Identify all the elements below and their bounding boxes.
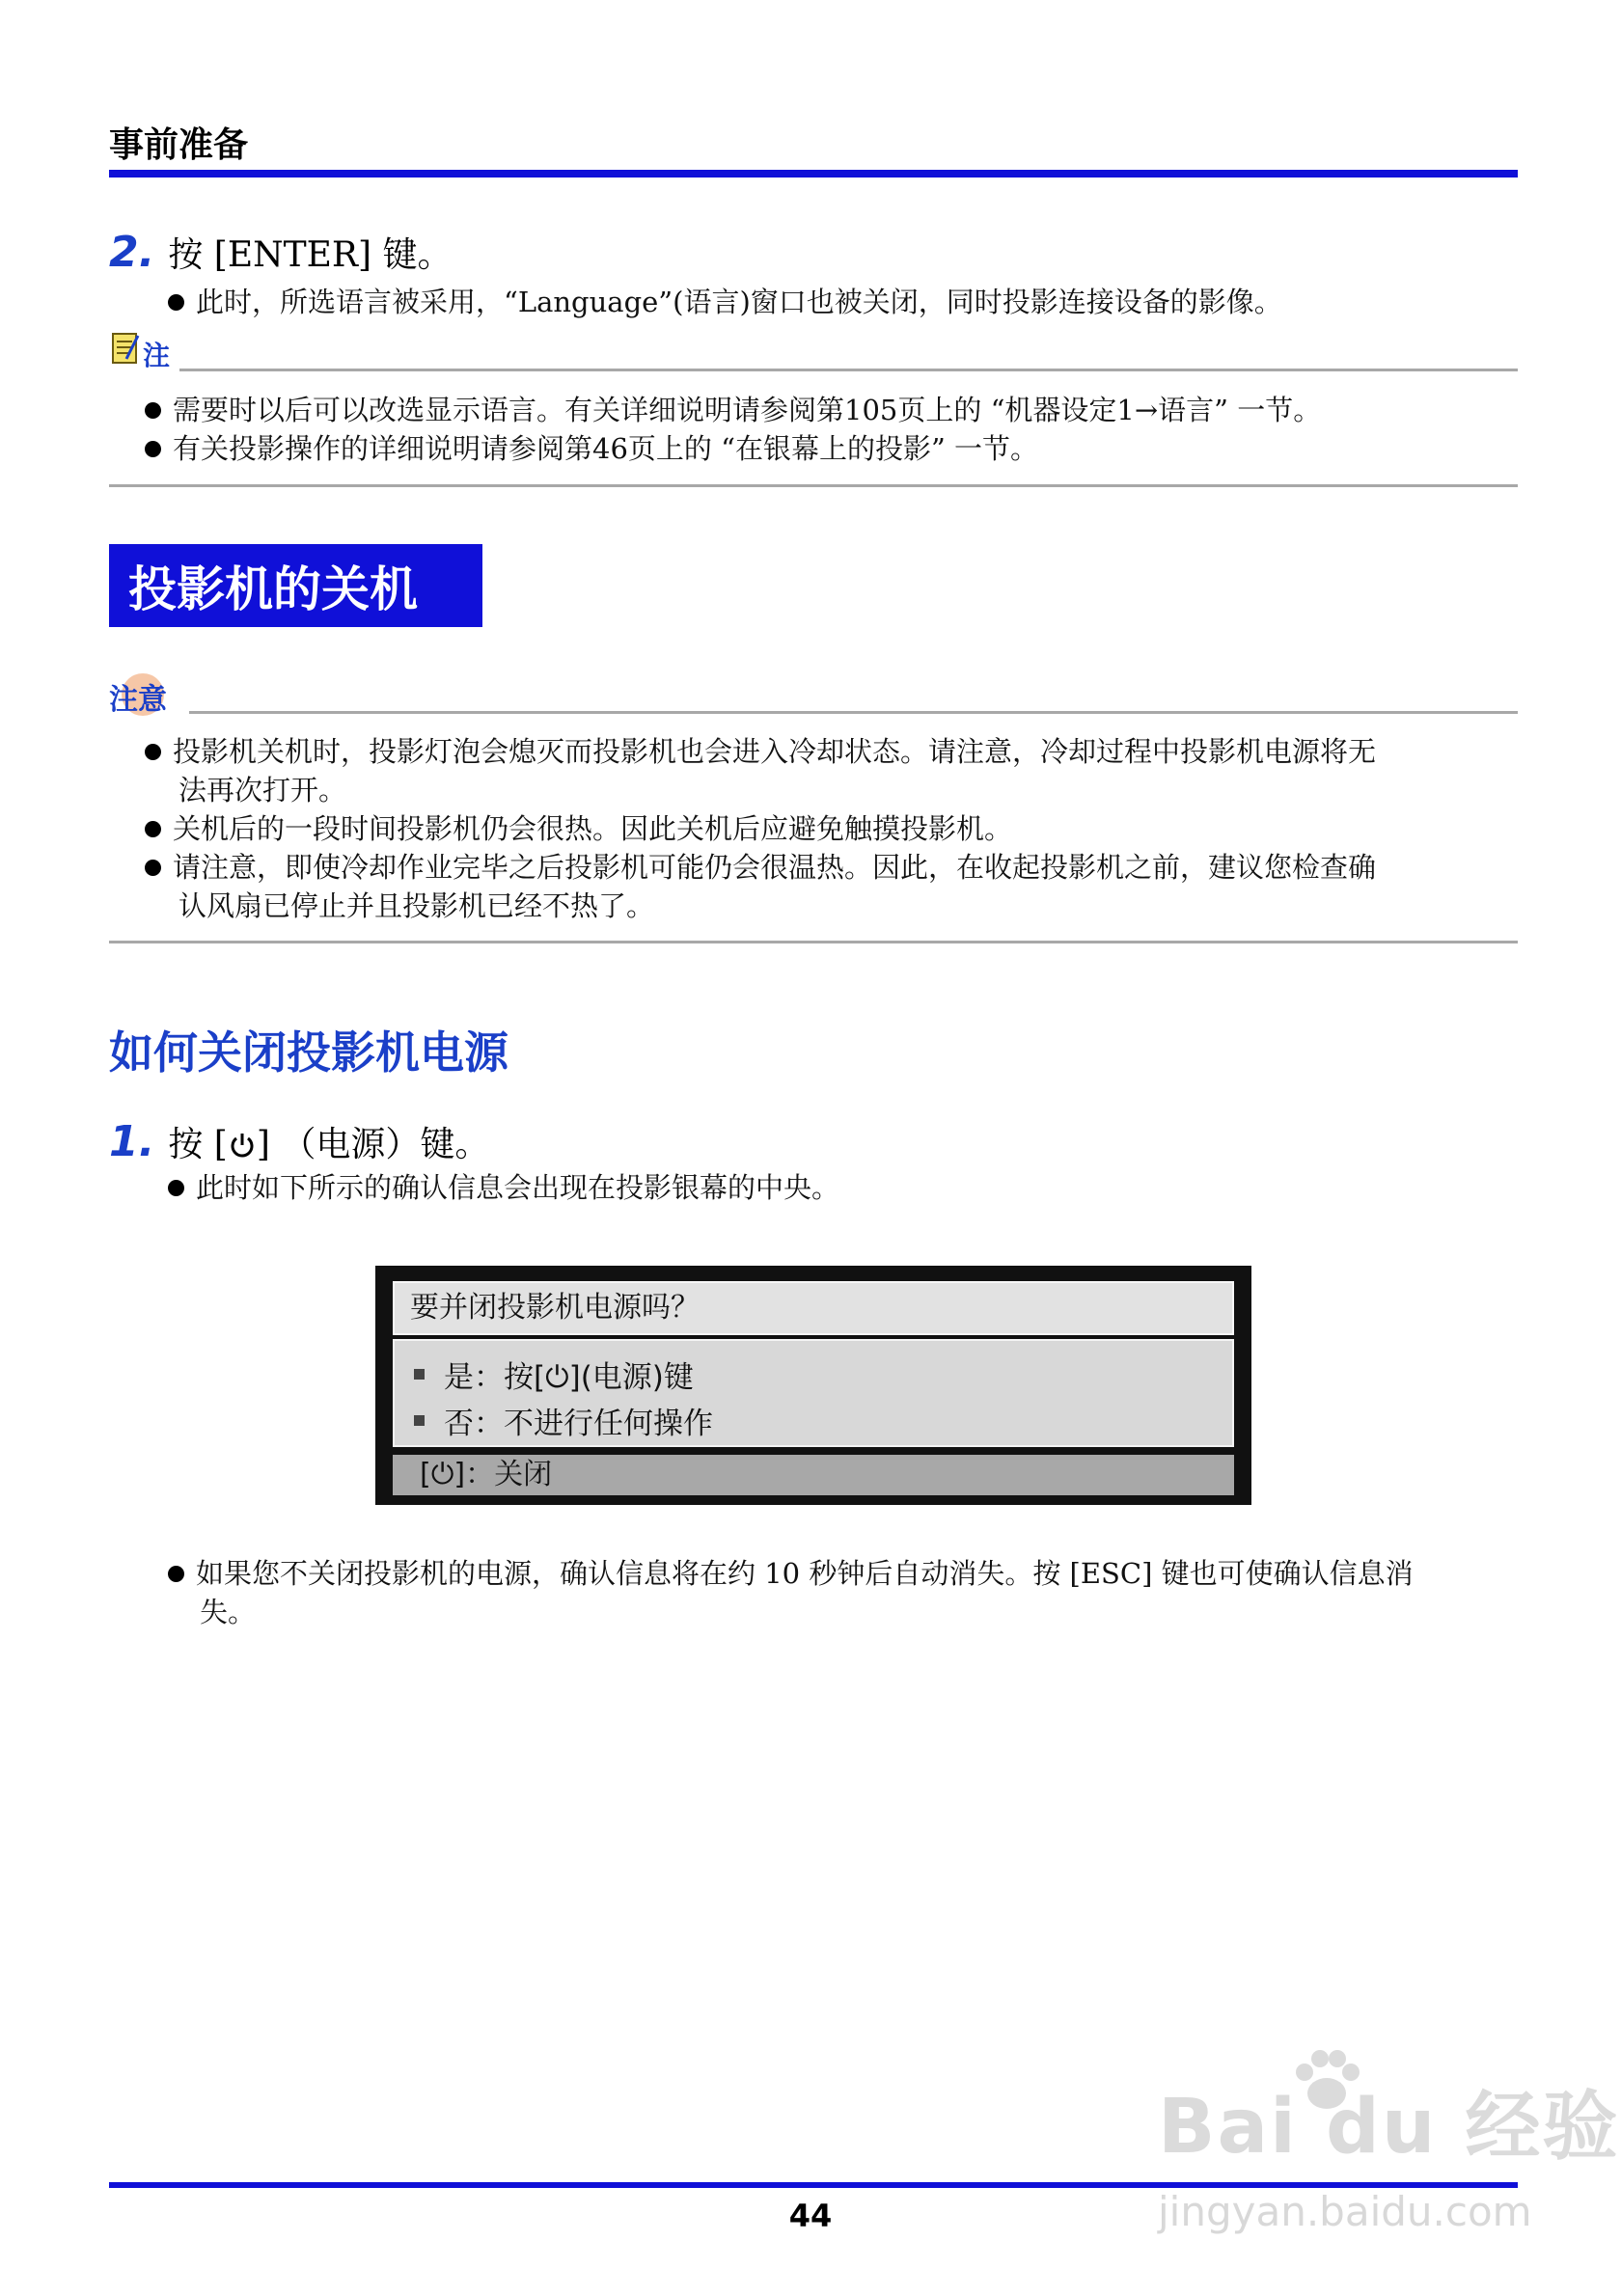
caution-bullet-1: 投影机关机时，投影灯泡会熄灭而投影机也会进入冷却状态。请注意，冷却过程中投影机电源将无	[145, 731, 1376, 772]
bullet-dot	[145, 860, 161, 876]
bullet-dot	[168, 1566, 184, 1582]
closing-bullet: 如果您不关闭投影机的电源，确认信息将在约 10 秒钟后自动消失。按 [ESC] 键也可使确认信息消	[168, 1553, 1414, 1594]
step-2-number: 2.	[109, 228, 155, 277]
dialog-option-no[interactable]: 否：不进行任何操作	[414, 1399, 713, 1442]
step-1-bullet: 此时如下所示的确认信息会出现在投影银幕的中央。	[168, 1167, 839, 1208]
caution-bottom-rule	[109, 941, 1518, 943]
bullet-dot	[168, 294, 184, 311]
page-number: 44	[788, 2198, 833, 2234]
bullet-dot	[145, 821, 161, 837]
bullet-dot	[145, 402, 161, 419]
note-top-rule	[179, 369, 1518, 371]
subsection-title: 如何关闭投影机电源	[109, 1026, 508, 1079]
header-rule	[109, 170, 1518, 178]
note-bullet-2: 有关投影操作的详细说明请参阅第46页上的 “在银幕上的投影” 一节。	[145, 428, 1038, 469]
power-icon	[228, 1131, 257, 1160]
caution-top-rule	[189, 711, 1518, 714]
closing-bullet-cont: 失。	[200, 1596, 257, 1628]
step-2-text: 按 [ENTER] 键。	[168, 235, 453, 275]
step-2	[109, 228, 453, 277]
watermark-logo: Bai du 经验	[1158, 2084, 1620, 2171]
bullet-dot	[145, 441, 161, 457]
caution-bullet-3: 请注意，即使冷却作业完毕之后投影机可能仍会很温热。因此，在收起投影机之前，建议您检查确	[145, 847, 1376, 888]
page-header-title: 事前准备	[109, 124, 249, 165]
step-1-text-pre: 按 [	[168, 1125, 228, 1164]
bullet-dot	[145, 744, 161, 760]
bullet-dot	[168, 1180, 184, 1196]
caution-bullet-1-cont: 法再次打开。	[179, 774, 347, 806]
note-label: 注	[143, 340, 171, 371]
option-square-icon	[414, 1415, 425, 1426]
dialog-footer: [⏻]：关闭	[393, 1455, 1234, 1495]
dialog-title: 要并闭投影机电源吗？	[393, 1281, 1234, 1335]
note-bullet-1: 需要时以后可以改选显示语言。有关详细说明请参阅第105页上的 “机器设定1→语言” 一节。	[145, 390, 1321, 430]
watermark-url: jingyan.baidu.com	[1158, 2188, 1532, 2235]
caution-bullet-3-cont: 认风扇已停止并且投影机已经不热了。	[179, 889, 655, 922]
dialog-option-yes[interactable]: 是：按[⏻](电源)键	[414, 1353, 694, 1396]
caution-bullet-2: 关机后的一段时间投影机仍会很热。因此关机后应避免触摸投影机。	[145, 808, 1012, 849]
caution-label: 注意	[109, 683, 167, 717]
section-title-box: 投影机的关机	[109, 544, 482, 627]
step-1-text-post: ] （电源）键。	[256, 1125, 490, 1164]
step-2-bullet: 此时，所选语言被采用，“Language”(语言)窗口也被关闭，同时投影连接设备的影像。	[168, 282, 1282, 322]
note-bottom-rule	[109, 484, 1518, 487]
dialog-options	[393, 1339, 1234, 1447]
confirm-dialog	[375, 1266, 1251, 1505]
step-1	[109, 1117, 489, 1166]
option-square-icon	[414, 1369, 425, 1380]
step-1-number: 1.	[109, 1117, 155, 1166]
